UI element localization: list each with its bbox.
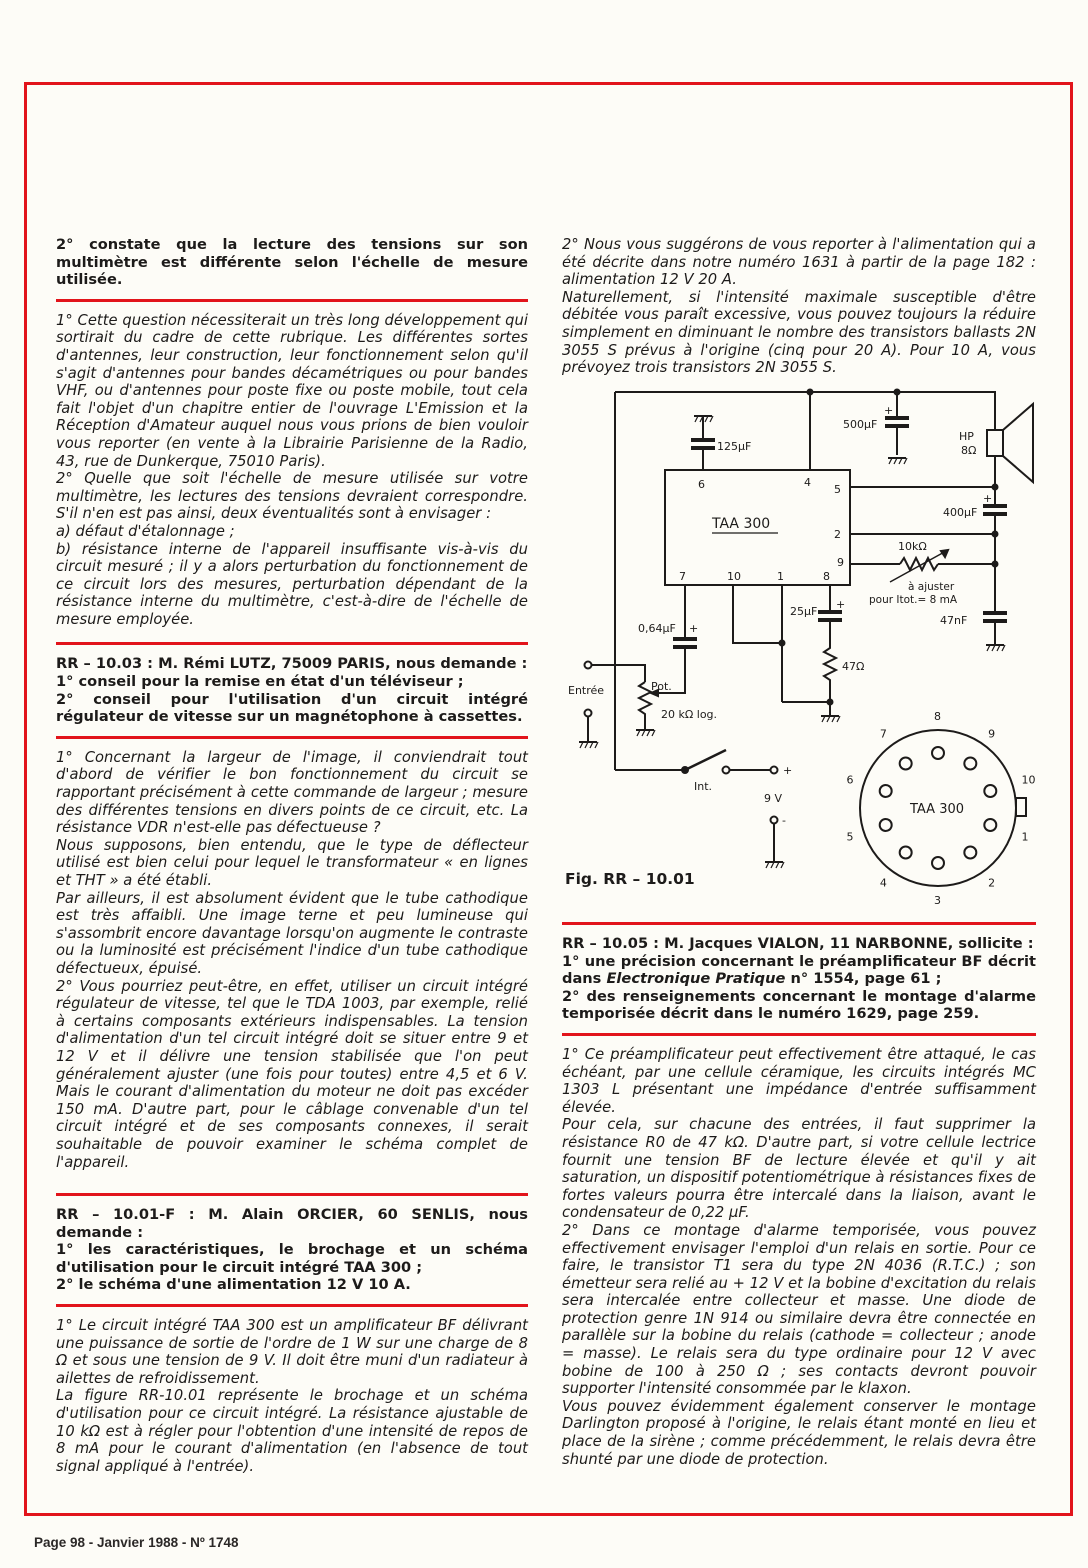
question-item-text: n° 1554, page 61 ; (785, 970, 942, 988)
pin-hole-1 (984, 819, 996, 831)
divider (562, 922, 1036, 925)
pin-number-3: 3 (934, 894, 941, 907)
label-entree: Entrée (568, 684, 605, 697)
paragraph: 1° Le circuit intégré TAA 300 est un amplificateur BF délivrant une puissance de sortie de l'ordre de 1 W sur une charge de 8 Ω et sous une tension de 9 V. Il doit être muni d'un radiateur à ailettes de refroidissement. (56, 1317, 528, 1387)
label-hp: HP (959, 430, 974, 443)
answer-rr-10-05 (562, 1046, 1036, 1468)
label-plus: + (884, 404, 894, 417)
paragraph: 1° Cette question nécessiterait un très long développement qui sortirait du cadre de cette rubrique. Les différentes sortes d'antennes, leur construction, leur fonctionnement selon qu'il s'agit d'antennes pour bandes décamétriques ou pour bandes VHF, ou d'antennes pour poste fixe ou poste mobile, tout cela fait l'objet d'un chapitre entier de l'ouvrage L'Emission et la Réception d'Amateur auquel nous vous prions de bien vouloir vous reporter (en vente à la Librairie Parisienne de la Radio, 43, rue de Dunkerque, 75010 Paris). (56, 311, 528, 470)
pin-number-7: 7 (879, 727, 887, 741)
label-c400: 400µF (943, 506, 978, 519)
label-r47: 47Ω (842, 660, 865, 673)
wire-output-rail (850, 456, 1007, 651)
question-header: RR – 10.01-F : M. Alain ORCIER, 60 SENLIS, nous demande : (56, 1206, 528, 1241)
paragraph: 2° Quelle que soit l'échelle de mesure utilisée sur votre multimètre, les lectures des tensions devraient correspondre. S'il n'en est pas ainsi, deux éventualités sont à envisager : (56, 470, 528, 523)
pin-2: 2 (834, 528, 841, 541)
paragraph: b) résistance interne de l'appareil insuffisante vis-à-vis du circuit mesuré ; il y a alors perturbation du fonctionnement de ce circuit lors des mesures, perturbation dépendant de la résistance interne du multimètre, c'est-à-dire de l'échelle de mesure employée. (56, 540, 528, 628)
speaker-icon (987, 404, 1033, 482)
capacitor-125uf (691, 416, 715, 470)
pin-hole-4 (900, 846, 912, 858)
label-c25: 25µF (790, 605, 818, 618)
pin-number-9: 9 (988, 727, 996, 741)
pinout-label: TAA 300 (910, 802, 965, 817)
pin-1: 1 (777, 570, 784, 583)
question-item: 2° le schéma d'une alimentation 12 V 10 A. (56, 1276, 411, 1294)
label-int: Int. (694, 780, 713, 793)
pin-number-5: 5 (846, 830, 854, 844)
label-c064: 0,64µF (638, 622, 676, 635)
pin-7: 7 (679, 570, 686, 583)
divider (56, 1304, 528, 1307)
pin-hole-2 (964, 846, 976, 858)
label-c47n: 47nF (940, 614, 968, 627)
resistor-10k-adjustable (890, 550, 948, 582)
pin-8: 8 (823, 570, 830, 583)
question-item (562, 953, 1036, 988)
label-minus: - (782, 814, 786, 827)
paragraph: Nous supposons, bien entendu, que le type de déflecteur utilisé est bien celui pour lequel le transformateur « en lignes et THT » a été établi. (56, 836, 528, 889)
question-rr-10-01-f (56, 1206, 528, 1294)
pin-number-1: 1 (1021, 830, 1029, 844)
capacitor-500uf (885, 392, 909, 464)
pin-6: 6 (698, 478, 705, 491)
question-rr-10-02-tail: 2° constate que la lecture des tensions sur son multimètre est différente selon l'échelle de mesure utilisée. (56, 236, 528, 289)
pin-10: 10 (727, 570, 741, 583)
question-header: RR – 10.03 : M. Rémi LUTZ, 75009 PARIS, nous demande : (56, 655, 528, 673)
question-item: 2° conseil pour l'utilisation d'un circuit intégré régulateur de vitesse sur un magnétophone à cassettes. (56, 690, 528, 726)
paragraph: 2° Dans ce montage d'alarme temporisée, vous pouvez effectivement envisager l'emploi d'un relais en sortie. Pour ce faire, le transistor T1 sera du type 2N 4036 (R.T.C.) ; son émetteur sera relié au + 12 V et la bobine d'excitation du relais sera intercalée entre collecteur et masse. Une diode de protection genre 1N 914 ou similaire devra être connectée en parallèle sur la bobine du relais (cathode = collecteur ; anode = masse). Le relais sera du type ordinaire pour 12 V avec bobine de 100 à 250 Ω ; ses contacts devront pouvoir supporter l'intensité consommée par le klaxon. (562, 1221, 1036, 1398)
divider (56, 1193, 528, 1196)
divider (56, 736, 528, 739)
pin-hole-8 (932, 747, 944, 759)
pin-hole-9 (964, 758, 976, 770)
pin-hole-3 (932, 857, 944, 869)
question-item: 2° des renseignements concernant le montage d'alarme temporisée décrit dans le numéro 1629, page 259. (562, 987, 1036, 1023)
answer-rr-10-01-f (56, 1317, 528, 1475)
paragraph: 1° Ce préamplificateur peut effectivement être attaqué, le cas échéant, par une cellule céramique, les circuits intégrés MC 1303 L présentant une impédance d'entrée suffisamment élevée. (562, 1045, 1036, 1116)
answer-rr-10-02 (56, 312, 528, 629)
label-hp-ohm: 8Ω (961, 444, 977, 457)
pin-number-6: 6 (846, 773, 854, 787)
resistor-47-ohm (824, 645, 836, 702)
pin-4: 4 (804, 476, 811, 489)
answer-rr-10-01-f-continued (562, 236, 1036, 377)
answer-rr-10-03 (56, 749, 528, 1171)
page-footer: Page 98 - Janvier 1988 - Nº 1748 (34, 1535, 239, 1550)
pin-hole-10 (984, 785, 996, 797)
paragraph: 1° Concernant la largeur de l'image, il conviendrait tout d'abord de vérifier le bon fonctionnement du circuit se rapportant précisément à cette commande de largeur ; mesure des différentes tensions en divers points de ce circuit, etc. La résistance VDR n'est-elle pas défectueuse ? (56, 748, 528, 837)
figure-rr-10-01-schematic (560, 380, 1040, 907)
label-c500: 500µF (843, 418, 878, 431)
divider (56, 299, 528, 302)
paragraph: 2° Vous pourriez peut-être, en effet, utiliser un circuit intégré régulateur de vitesse, tel que le TDA 1003, par exemple, relié à certains composants extérieurs indispensables. La tension d'alimentation d'un tel circuit intégré doit se situer entre 9 et 12 V et il délivre une tension stabilisée que l'on peut généralement ajuster (une fois pour toutes) entre 4,5 et 6 V. Mais le courant d'alimentation du moteur ne doit pas excéder 150 mA. D'autre part, pour le câblage convenable d'un tel circuit intégré et de ses composants connexes, il serait souhaitable de pouvoir examiner le schéma complet de l'appareil. (56, 977, 528, 1171)
paragraph: 2° Nous vous suggérons de vous reporter à l'alimentation qui a été décrite dans notre numéro 1631 à partir de la page 182 : alimentation 12 V 20 A. (562, 236, 1036, 289)
divider (56, 642, 528, 645)
label-plus: + (983, 492, 993, 505)
paragraph: Vous pouvez évidemment également conserver le montage Darlington proposé à l'origine, le relais étant monté en lieu et place de la sirène ; comme précédemment, le relais devra être shunté par une diode de protection. (562, 1397, 1036, 1468)
paragraph: Naturellement, si l'intensité maximale susceptible d'être débitée vous paraît excessive, vous pouvez toujours la réduire simplement en diminuant le nombre des transistors ballasts 2N 3055 S prévus à l'origine (cinq pour 20 A). Pour 10 A, vous prévoyez trois transistors 2N 3055 S. (562, 288, 1036, 377)
pin-number-2: 2 (988, 876, 996, 890)
potentiometer-20k (585, 662, 659, 737)
paragraph: Pour cela, sur chacune des entrées, il faut supprimer la résistance R0 de 47 kΩ. D'autre part, si votre cellule lectrice fournit une tension BF de lecture élevée et qu'il y ait saturation, un dispositif potentiométrique à résistances fixes de fortes valeurs pourra être intercalé dans la liaison, avant le condensateur de 0,22 µF. (562, 1116, 1036, 1222)
label-plus: + (689, 622, 699, 635)
question-rr-10-05 (562, 935, 1036, 1023)
right-column-top (562, 236, 1036, 377)
question-item-text: 1° une précision concernant le préamplificateur BF décrit dans (562, 952, 1036, 988)
pin-hole-5 (880, 819, 892, 831)
capacitor-25uf (818, 585, 842, 645)
question-item: 1° les caractéristiques, le brochage et un schéma d'utilisation pour le circuit intégré TAA 300 ; (56, 1241, 528, 1276)
publication-title: Electronique Pratique (606, 970, 786, 988)
label-adjust-current: pour Itot.= 8 mA (869, 594, 958, 606)
right-column-bottom (562, 922, 1036, 1468)
divider (562, 1033, 1036, 1036)
ic-label: TAA 300 (712, 516, 771, 532)
question-header: RR – 10.05 : M. Jacques VIALON, 11 NARBONNE, sollicite : (562, 935, 1034, 952)
pin-9: 9 (837, 556, 844, 569)
paragraph: a) défaut d'étalonnage ; (56, 522, 235, 540)
pin-number-8: 8 (934, 710, 941, 723)
paragraph: La figure RR-10.01 représente le brochage et un schéma d'utilisation pour ce circuit intégré. La résistance ajustable de 10 kΩ est à régler pour l'obtention d'une intensité de repos de 8 mA pour le courant d'alimentation (en l'absence de tout signal appliqué à l'entrée). (56, 1387, 528, 1475)
label-r10k: 10kΩ (898, 540, 927, 553)
pin-hole-6 (880, 785, 892, 797)
label-plus-terminal: + (783, 764, 793, 777)
pin-5: 5 (834, 483, 841, 496)
input-ground-terminal (579, 710, 598, 749)
capacitor-0-64uf (656, 585, 697, 693)
pin-hole-7 (900, 758, 912, 770)
label-plus: + (836, 598, 846, 611)
label-c125: 125µF (717, 440, 752, 453)
label-pot-value: 20 kΩ log. (661, 708, 718, 721)
switch-int (615, 750, 778, 774)
pin-number-10: 10 (1021, 773, 1036, 787)
label-pot: Pot. (651, 680, 672, 693)
label-9v: 9 V (764, 792, 783, 805)
question-item: 1° conseil pour la remise en état d'un téléviseur ; (56, 673, 464, 691)
figure-caption: Fig. RR – 10.01 (565, 870, 695, 888)
pin-number-4: 4 (879, 876, 887, 890)
paragraph: Par ailleurs, il est absolument évident que le tube cathodique est très affaibli. Une image terne et peu lumineuse qui s'assombrit encore davantage lorsqu'on augmente le contraste ou la luminosité est précisément l'indice d'un tube cathodique défectueux, épuisé. (56, 889, 528, 977)
wire-ground-node (733, 585, 840, 722)
left-column (56, 236, 528, 1475)
question-rr-10-03 (56, 655, 528, 725)
label-adjust: à ajuster (908, 581, 955, 593)
